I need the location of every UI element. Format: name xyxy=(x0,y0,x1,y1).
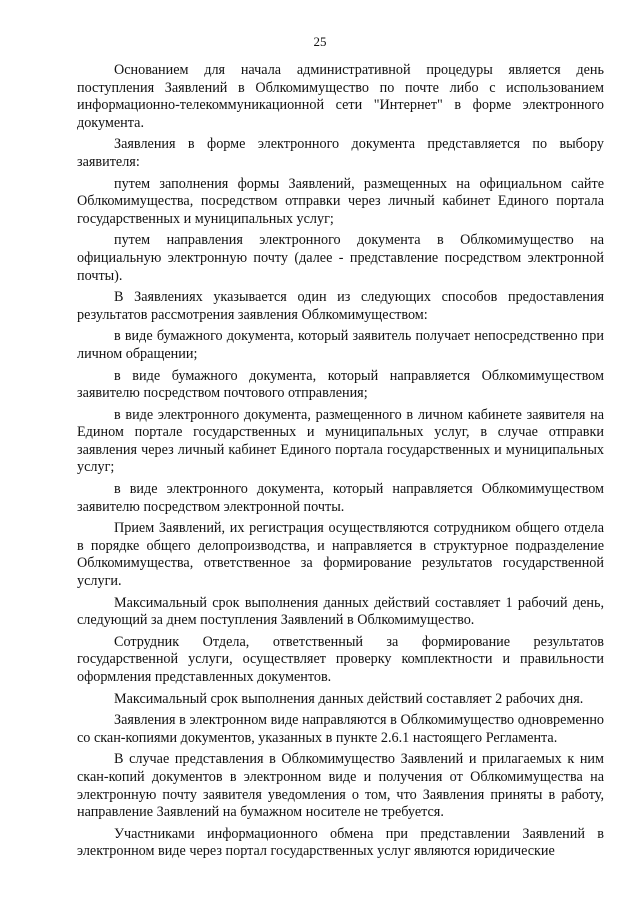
paragraph: Сотрудник Отдела, ответственный за формирование результатов государственной услуги, осуществляет проверку комплектности и правильности оформления представленных документов. xyxy=(77,633,604,685)
page-number: 25 xyxy=(313,34,327,49)
paragraph: В Заявлениях указывается один из следующих способов предоставления результатов рассмотрения заявления Облкомимуществом: xyxy=(77,289,604,323)
paragraph: в виде электронного документа, размещенного в личном кабинете заявителя на Едином портале государственных и муниципальных услуг, в случае отправки заявления через личный кабинет Единого портала государственных и муниципальных услуг; xyxy=(77,406,604,476)
paragraph: Заявления в электронном виде направляются в Облкомимущество одновременно со скан-копиями документов, указанных в пункте 2.6.1 настоящего Регламента. xyxy=(77,712,604,746)
paragraph: Основанием для начала административной процедуры является день поступления Заявлений в Облкомимущество по почте либо с использованием информационно-телекоммуникационной сети "Интернет" в форме электронного документа. xyxy=(77,62,604,131)
paragraph: в виде бумажного документа, который заявитель получает непосредственно при личном обращении; xyxy=(77,328,604,362)
paragraph: Прием Заявлений, их регистрация осуществляются сотрудником общего отдела в порядке общего делопроизводства, и направляется в структурное подразделение Облкомимущества, ответственное за формирование результатов государственной услуги. xyxy=(77,520,604,590)
paragraph: в виде электронного документа, который направляется Облкомимуществом заявителю посредством электронной почты. xyxy=(77,481,604,515)
document-body xyxy=(77,62,604,865)
paragraph: В случае представления в Облкомимущество Заявлений и прилагаемых к ним скан-копий документов в электронном виде и получения от Облкомимущества на электронную почту заявителя уведомления о том, что Заявления приняты в работу, направление Заявлений на бумажном носителе не требуется. xyxy=(77,751,604,821)
paragraph: путем заполнения формы Заявлений, размещенных на официальном сайте Облкомимущества, посредством отправки через личный кабинет Единого портала государственных и муниципальных услуг; xyxy=(77,175,604,227)
paragraph: Заявления в форме электронного документа представляется по выбору заявителя: xyxy=(77,136,604,170)
paragraph: путем направления электронного документа в Облкомимущество на официальную электронную почту (далее - представление посредством электронной почты). xyxy=(77,232,604,284)
paragraph: Максимальный срок выполнения данных действий составляет 1 рабочий день, следующий за днем поступления Заявлений в Облкомимущество. xyxy=(77,594,604,629)
paragraph: в виде бумажного документа, который направляется Облкомимуществом заявителю посредством почтового отправления; xyxy=(77,367,604,402)
paragraph: Участниками информационного обмена при представлении Заявлений в электронном виде через портал государственных услуг являются юридические xyxy=(77,825,604,860)
paragraph: Максимальный срок выполнения данных действий составляет 2 рабочих дня. xyxy=(114,690,584,707)
